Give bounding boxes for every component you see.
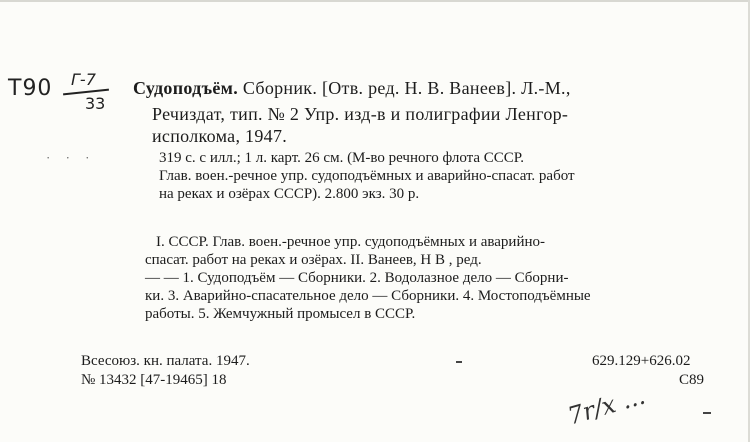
ink-dash-mark-2 xyxy=(703,412,711,414)
collation-line-2: Глав. воен.-речное упр. судоподъёмных и аварийно-спасат. работ xyxy=(159,168,575,184)
collation-line-1: 319 с. с илл.; 1 л. карт. 26 см. (М-во речного флота СССР. xyxy=(159,150,525,166)
entry-line-1 xyxy=(133,78,571,98)
publisher-note: Всесоюз. кн. палата. 1947. xyxy=(81,353,250,369)
tracing-line-3: — — 1. Судоподъём — Сборники. 2. Водолазное дело — Сборни- xyxy=(145,270,569,286)
card-top-edge xyxy=(0,0,750,2)
tracing-line-4: ки. 3. Аварийно-спасательное дело — Сборники. 4. Мостоподъёмные xyxy=(145,288,591,304)
registration-number: № 13432 [47-19465] 18 xyxy=(81,372,227,388)
shelfmark: Т90 xyxy=(8,76,53,101)
shelf-fraction-bottom: 33 xyxy=(85,94,106,113)
entry-line-3: исполкома, 1947. xyxy=(152,126,288,146)
author-mark: С89 xyxy=(679,372,705,388)
tracing-line-2: спасат. работ на реках и озёрах. II. Ванеев, Н В , ред. xyxy=(145,252,482,268)
entry-title: Судоподъём. xyxy=(133,78,239,98)
ink-specks: · · · xyxy=(46,150,96,165)
entry-text-1: Сборник. [Отв. ред. Н. В. Ванеев]. Л.-М., xyxy=(242,78,571,98)
shelf-fraction xyxy=(63,70,113,114)
shelf-fraction-top: Г-7 xyxy=(71,70,96,89)
collation-line-3: на реках и озёрах СССР). 2.800 экз. 30 р. xyxy=(159,186,420,202)
tracing-line-1: I. СССР. Глав. воен.-речное упр. судоподъёмных и аварийно- xyxy=(156,234,546,250)
entry-line-2: Речиздат, тип. № 2 Упр. изд-в и полиграфии Ленгор- xyxy=(152,104,569,124)
classification-code: 629.129+626.02 xyxy=(592,353,691,369)
handwritten-note: 7r/x ... xyxy=(564,381,649,431)
tracing-line-5: работы. 5. Жемчужный промысел в СССР. xyxy=(145,306,416,322)
ink-dash-mark xyxy=(456,361,462,363)
